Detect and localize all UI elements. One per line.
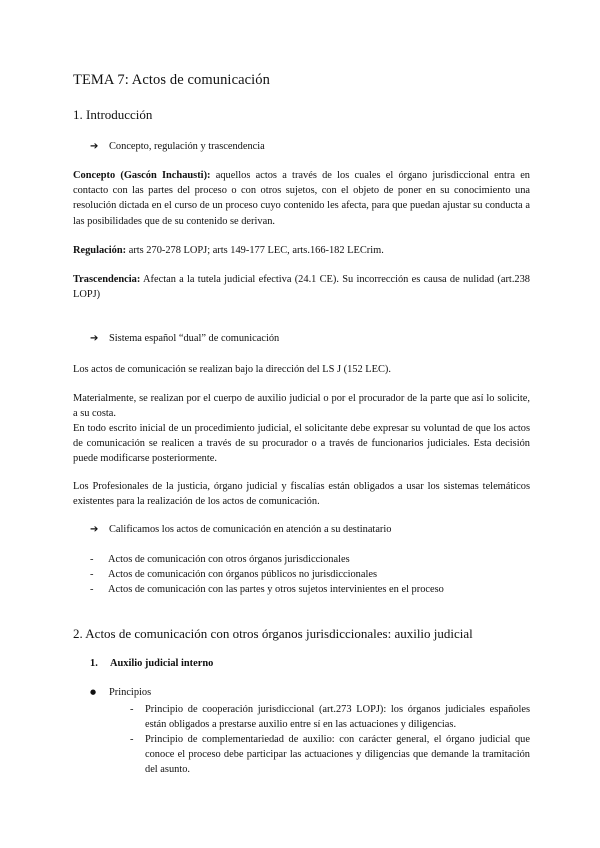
list-item: - Principio de cooperación jurisdiccional (art.273 LOPJ): los órganos judiciales españoles están obligados a prestarse auxilio entre sí en las actuaciones y diligencias. <box>130 704 530 730</box>
paragraph-trascendencia <box>73 272 530 302</box>
list-item: - Principio de complementariedad de auxilio: con carácter general, el órgano judicial que conoce el proceso debe participar las actuaciones y diligencias que demande la tramitación del asunto. <box>130 734 530 775</box>
paragraph-regulacion <box>73 243 530 258</box>
arrow-icon: ➔ <box>90 141 99 152</box>
bullet-label: Principios <box>109 687 152 698</box>
paragraph-escrito-inicial: En todo escrito inicial de un procedimiento judicial, el solicitante debe expresar su voluntad de que los actos de comunicación se realicen a través de su procurador o a través de funcionarios judiciales. Esta decisión puede modificarse posteriormente. <box>73 423 530 465</box>
paragraph-materialmente: Materialmente, se realizan por el cuerpo de auxilio judicial o por el procurador de la parte que así lo solicite, a su costa. <box>73 393 530 420</box>
concepto-label: Concepto (Gascón Inchausti): <box>73 170 211 181</box>
arrow-item-label: Concepto, regulación y trascendencia <box>109 141 265 152</box>
arrow-icon: ➔ <box>90 333 99 344</box>
trascendencia-text: Afectan a la tutela judicial efectiva (24.1 CE). Su incorrección es causa de nulidad (art.238 LOPJ) <box>73 274 530 301</box>
bullet-item-principios <box>90 687 151 698</box>
trascendencia-label: Trascendencia: <box>73 274 141 285</box>
regulacion-label: Regulación: <box>73 245 127 256</box>
regulacion-text: arts 270-278 LOPJ; arts 149-177 LEC, arts.166-182 LECrim. <box>126 245 384 256</box>
list-item: - Actos de comunicación con otros órganos jurisdiccionales <box>90 554 350 565</box>
arrow-item-label: Calificamos los actos de comunicación en atención a su destinatario <box>109 524 392 535</box>
arrow-item-concepto <box>90 141 265 152</box>
arrow-icon: ➔ <box>90 524 99 535</box>
numbered-heading-label: Auxilio judicial interno <box>110 658 214 669</box>
numbered-heading-auxilio-interno <box>90 658 213 669</box>
paragraph-concepto <box>73 168 530 229</box>
section-heading-introduccion: 1. Introducción <box>73 107 153 122</box>
arrow-item-sistema-dual <box>90 333 279 344</box>
concepto-text: aquellos actos a través de los cuales el órgano jurisdiccional entra en contacto con las partes del proceso o con otros sujetos, con el objeto de poner en su conocimiento una resolución dictada en el curso de un proceso cuyo contenido les afecta, para que puedan ajustar su conducta a las posibilidades que de su contenido se derivan. <box>73 170 530 227</box>
arrow-item-calificamos <box>90 524 391 535</box>
paragraph-profesionales: Los Profesionales de la justicia, órgano judicial y fiscalías están obligados a usar los sistemas telemáticos existentes para la realización de los actos de comunicación. <box>73 481 530 508</box>
paragraph-direccion: Los actos de comunicación se realizan bajo la dirección del LS J (152 LEC). <box>73 364 391 375</box>
page-title: TEMA 7: Actos de comunicación <box>73 72 271 88</box>
principles-list <box>130 702 530 777</box>
list-item: - Actos de comunicación con las partes y otros sujetos intervinientes en el proceso <box>90 583 444 595</box>
section-heading-auxilio-judicial: 2. Actos de comunicación con otros órganos jurisdiccionales: auxilio judicial <box>73 626 473 641</box>
numbered-heading-number: 1. <box>90 658 98 669</box>
bullet-icon: ● <box>90 688 97 696</box>
destinatario-list <box>90 553 510 597</box>
arrow-item-label: Sistema español “dual” de comunicación <box>109 333 280 344</box>
list-item: - Actos de comunicación con órganos públicos no jurisdiccionales <box>90 568 378 580</box>
